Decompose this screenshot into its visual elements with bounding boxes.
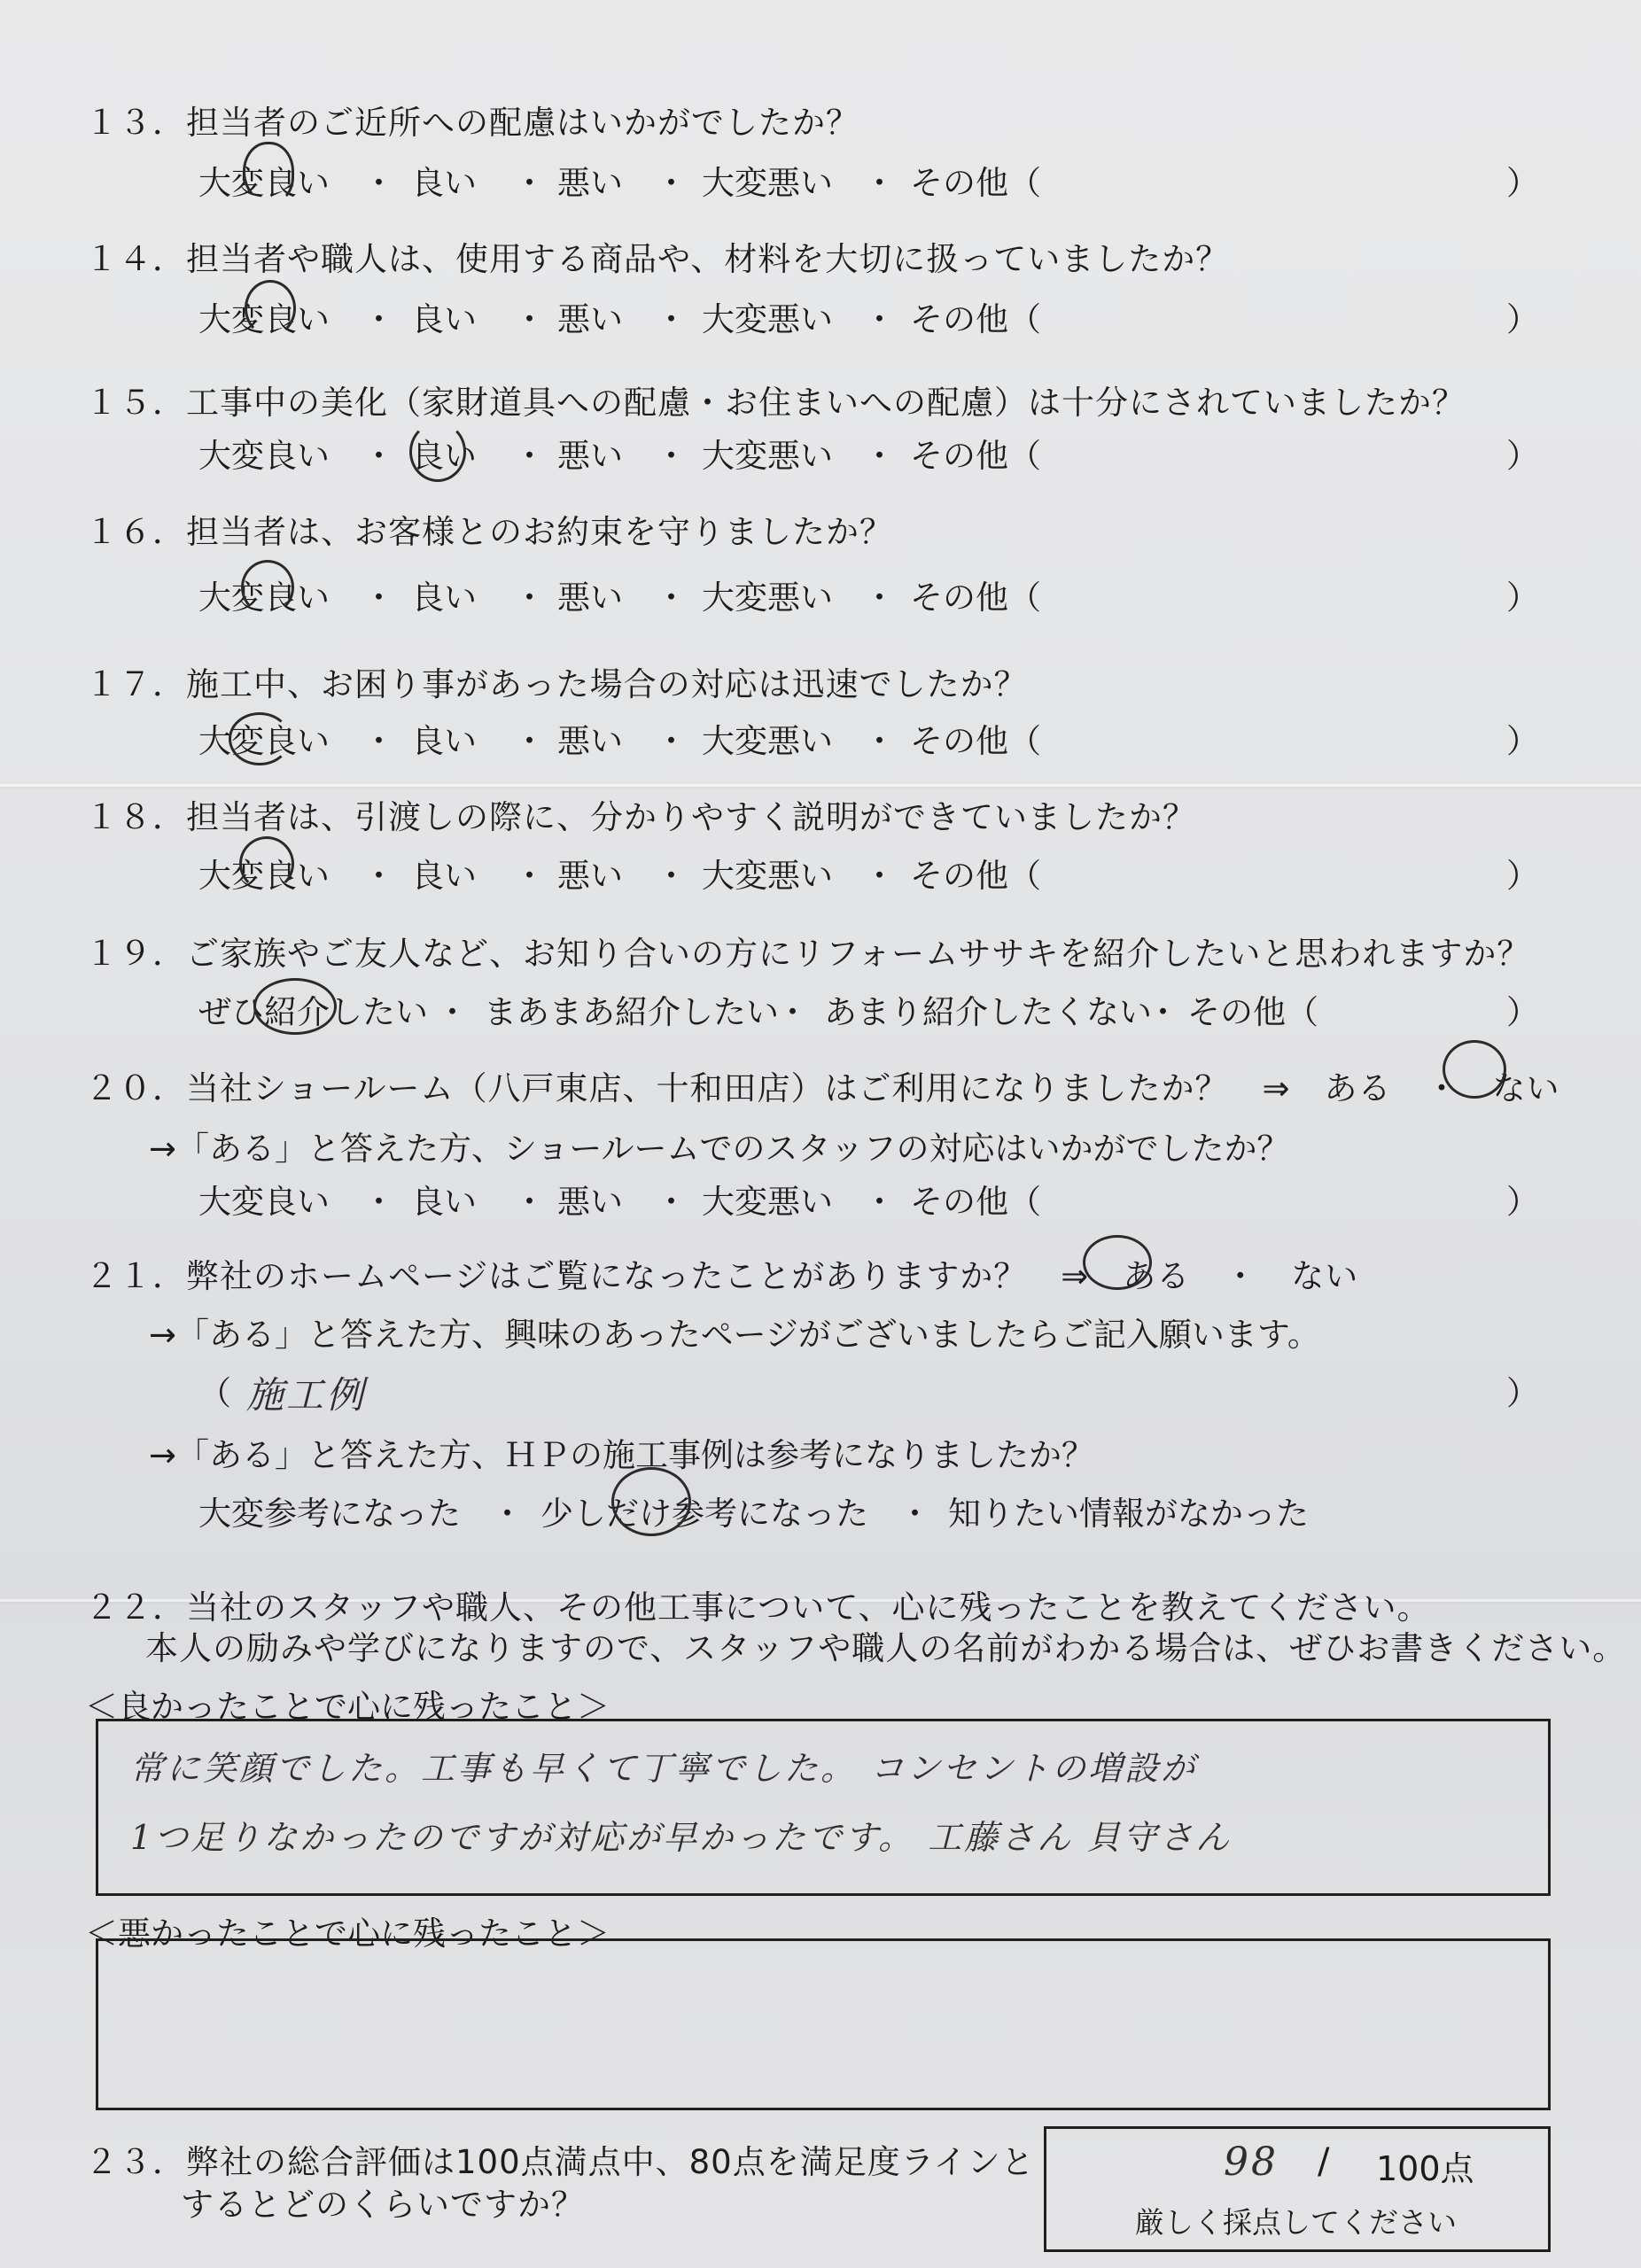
option-very-helpful[interactable]: 大変参考になった <box>198 1495 461 1533</box>
option-very-good[interactable]: 大変良い <box>198 1183 330 1221</box>
question-16: １６．担当者は、お客様とのお約束を守りましたか？ <box>85 513 893 551</box>
separator: ・ <box>655 722 688 760</box>
question-22-note: 本人の励みや学びになりますので、スタッフや職人の名前がわかる場合は、ぜひお書きください。 <box>145 1629 1627 1667</box>
option-good[interactable]: 良い <box>411 579 477 617</box>
option-very-bad[interactable]: 大変悪い <box>702 300 833 338</box>
question-18: １８．担当者は、引渡しの際に、分かりやすく説明ができていましたか？ <box>85 798 1196 836</box>
rating-row-16 <box>198 571 1545 615</box>
option-bad[interactable]: 悪い <box>557 164 623 202</box>
option-very-good[interactable]: 大変良い <box>198 437 330 475</box>
option-very-bad[interactable]: 大変悪い <box>702 1183 833 1221</box>
paren-close: ） <box>1506 857 1539 895</box>
paren-close: ） <box>1506 1374 1539 1412</box>
question-13: １３．担当者のご近所への配慮はいかがでしたか？ <box>85 104 859 142</box>
option-good[interactable]: 良い <box>411 300 477 338</box>
separator: ・ <box>513 164 546 202</box>
paren-close: ） <box>1506 993 1539 1031</box>
separator: ・ <box>362 164 395 202</box>
paren-close: ） <box>1506 722 1539 760</box>
separator: ・ <box>362 437 395 475</box>
question-23: ２３．弊社の総合評価は100点満点中、80点を満足度ラインと <box>85 2143 1035 2181</box>
option-bad[interactable]: 悪い <box>557 300 623 338</box>
option-would-recommend[interactable]: ぜひ紹介したい <box>198 993 428 1031</box>
option-bad[interactable]: 悪い <box>557 1183 623 1221</box>
option-other[interactable]: その他（ <box>910 579 1041 617</box>
handwritten-score: 98 <box>1224 2140 1279 2185</box>
option-very-good[interactable]: 大変良い <box>198 579 330 617</box>
separator: ・ <box>898 1495 931 1533</box>
separator: ・ <box>513 579 546 617</box>
separator: ・ <box>655 300 688 338</box>
separator: ・ <box>1147 993 1179 1031</box>
option-very-bad[interactable]: 大変悪い <box>702 164 833 202</box>
option-very-bad[interactable]: 大変悪い <box>702 722 833 760</box>
option-good[interactable]: 良い <box>411 1183 477 1221</box>
separator: ・ <box>513 300 546 338</box>
question-14: １４．担当者や職人は、使用する商品や、材料を大切に扱っていましたか？ <box>85 240 1230 278</box>
option-other[interactable]: その他（ <box>910 1183 1041 1221</box>
separator: ・ <box>655 1183 688 1221</box>
rating-row-13 <box>198 156 1545 200</box>
option-very-bad[interactable]: 大変悪い <box>702 579 833 617</box>
option-other[interactable]: その他（ <box>910 300 1041 338</box>
paren-close: ） <box>1506 579 1539 617</box>
question-15: １５．工事中の美化（家財道具への配慮・お住まいへの配慮）は十分にされていましたか？ <box>85 384 1466 422</box>
option-other[interactable]: その他（ <box>910 437 1041 475</box>
option-very-good[interactable]: 大変良い <box>198 300 330 338</box>
option-good[interactable]: 良い <box>411 164 477 202</box>
bad-comments-box[interactable] <box>96 1938 1551 2110</box>
bad-comments-label: ＜悪かったことで心に残ったこと＞ <box>85 1915 610 1953</box>
paren-close: ） <box>1506 1183 1539 1221</box>
score-slash: / <box>1318 2141 1330 2182</box>
rating-row-18 <box>198 849 1545 893</box>
separator: ・ <box>863 437 896 475</box>
option-slightly-helpful[interactable]: 少しだけ参考になった <box>541 1495 868 1533</box>
paren-close: ） <box>1506 437 1539 475</box>
hp-reference-row <box>198 1487 1545 1531</box>
option-very-good[interactable]: 大変良い <box>198 857 330 895</box>
good-comments-box[interactable] <box>96 1719 1551 1896</box>
separator: ・ <box>513 722 546 760</box>
option-other[interactable]: その他（ <box>1187 993 1318 1031</box>
option-other[interactable]: その他（ <box>910 722 1041 760</box>
separator: ・ <box>513 437 546 475</box>
option-other[interactable]: その他（ <box>910 164 1041 202</box>
separator: ・ <box>655 857 688 895</box>
separator: ・ <box>863 300 896 338</box>
option-bad[interactable]: 悪い <box>557 722 623 760</box>
question-21-sub1: →「ある」と答えた方、興味のあったページがございましたらご記入願います。 <box>149 1316 1320 1354</box>
score-max: 100点 <box>1376 2149 1474 2188</box>
separator: ・ <box>655 164 688 202</box>
option-bad[interactable]: 悪い <box>557 857 623 895</box>
paren-close: ） <box>1506 164 1539 202</box>
separator: ・ <box>863 857 896 895</box>
good-comment-line-1: 常に笑顔でした。工事も早くて丁寧でした。 コンセントの増設が <box>130 1749 1198 1788</box>
separator: ・ <box>655 437 688 475</box>
separator: ・ <box>863 164 896 202</box>
separator: ・ <box>863 1183 896 1221</box>
separator: ・ <box>436 993 469 1031</box>
separator: ・ <box>513 1183 546 1221</box>
separator: ・ <box>655 579 688 617</box>
good-comments-label: ＜良かったことで心に残ったこと＞ <box>85 1688 610 1726</box>
option-good[interactable]: 良い <box>411 437 477 475</box>
question-22: ２２．当社のスタッフや職人、その他工事について、心に残ったことを教えてください。 <box>85 1588 1431 1627</box>
option-somewhat-recommend[interactable]: まあまあ紹介したい <box>484 993 779 1031</box>
separator: ・ <box>863 579 896 617</box>
question-23-cont: するとどのくらいですか？ <box>181 2186 585 2224</box>
question-19: １９．ご家族やご友人など、お知り合いの方にリフォームササキを紹介したいと思われますか？ <box>85 935 1531 973</box>
option-very-good[interactable]: 大変良い <box>198 722 330 760</box>
option-bad[interactable]: 悪い <box>557 579 623 617</box>
separator: ・ <box>362 579 395 617</box>
separator: ・ <box>362 722 395 760</box>
rating-row-15 <box>198 429 1545 473</box>
separator: ・ <box>491 1495 524 1533</box>
option-good[interactable]: 良い <box>411 722 477 760</box>
paren-close: ） <box>1506 300 1539 338</box>
separator: ・ <box>776 993 809 1031</box>
option-very-bad[interactable]: 大変悪い <box>702 437 833 475</box>
option-very-good[interactable]: 大変良い <box>198 164 330 202</box>
question-21-sub2: →「ある」と答えた方、ＨＰの施工事例は参考になりましたか？ <box>149 1436 1095 1474</box>
option-would-not-recommend[interactable]: あまり紹介したくない <box>824 993 1152 1031</box>
separator: ・ <box>362 1183 395 1221</box>
rating-row-19 <box>198 985 1545 1029</box>
rating-row-20 <box>198 1175 1545 1219</box>
option-good[interactable]: 良い <box>411 857 477 895</box>
question-20-sub: →「ある」と答えた方、ショールームでのスタッフの対応はいかがでしたか？ <box>149 1130 1290 1168</box>
question-21: ２１．弊社のホームページはご覧になったことがありますか？ ⇒ ある ・ ない <box>85 1257 1359 1295</box>
handwritten-interest-page[interactable]: 施工例 <box>246 1373 367 1417</box>
score-box[interactable] <box>1044 2126 1551 2252</box>
question-20: ２０．当社ショールーム（八戸東店、十和田店）はご利用になりましたか？ ⇒ ある ・ ない <box>85 1069 1560 1107</box>
option-no-info[interactable]: 知りたい情報がなかった <box>948 1495 1309 1533</box>
paren-open: （ <box>198 1374 231 1412</box>
separator: ・ <box>362 300 395 338</box>
score-note: 厳しく採点してください <box>1135 2205 1457 2240</box>
separator: ・ <box>863 722 896 760</box>
separator: ・ <box>513 857 546 895</box>
rating-row-14 <box>198 292 1545 337</box>
rating-row-17 <box>198 714 1545 758</box>
option-bad[interactable]: 悪い <box>557 437 623 475</box>
interest-page-answer-row <box>198 1366 1545 1417</box>
option-very-bad[interactable]: 大変悪い <box>702 857 833 895</box>
question-17: １７．施工中、お困り事があった場合の対応は迅速でしたか？ <box>85 665 1028 703</box>
option-other[interactable]: その他（ <box>910 857 1041 895</box>
good-comment-line-2: 1つ足りなかったのですが対応が早かったです。 工藤さん 貝守さん <box>130 1818 1233 1857</box>
separator: ・ <box>362 857 395 895</box>
